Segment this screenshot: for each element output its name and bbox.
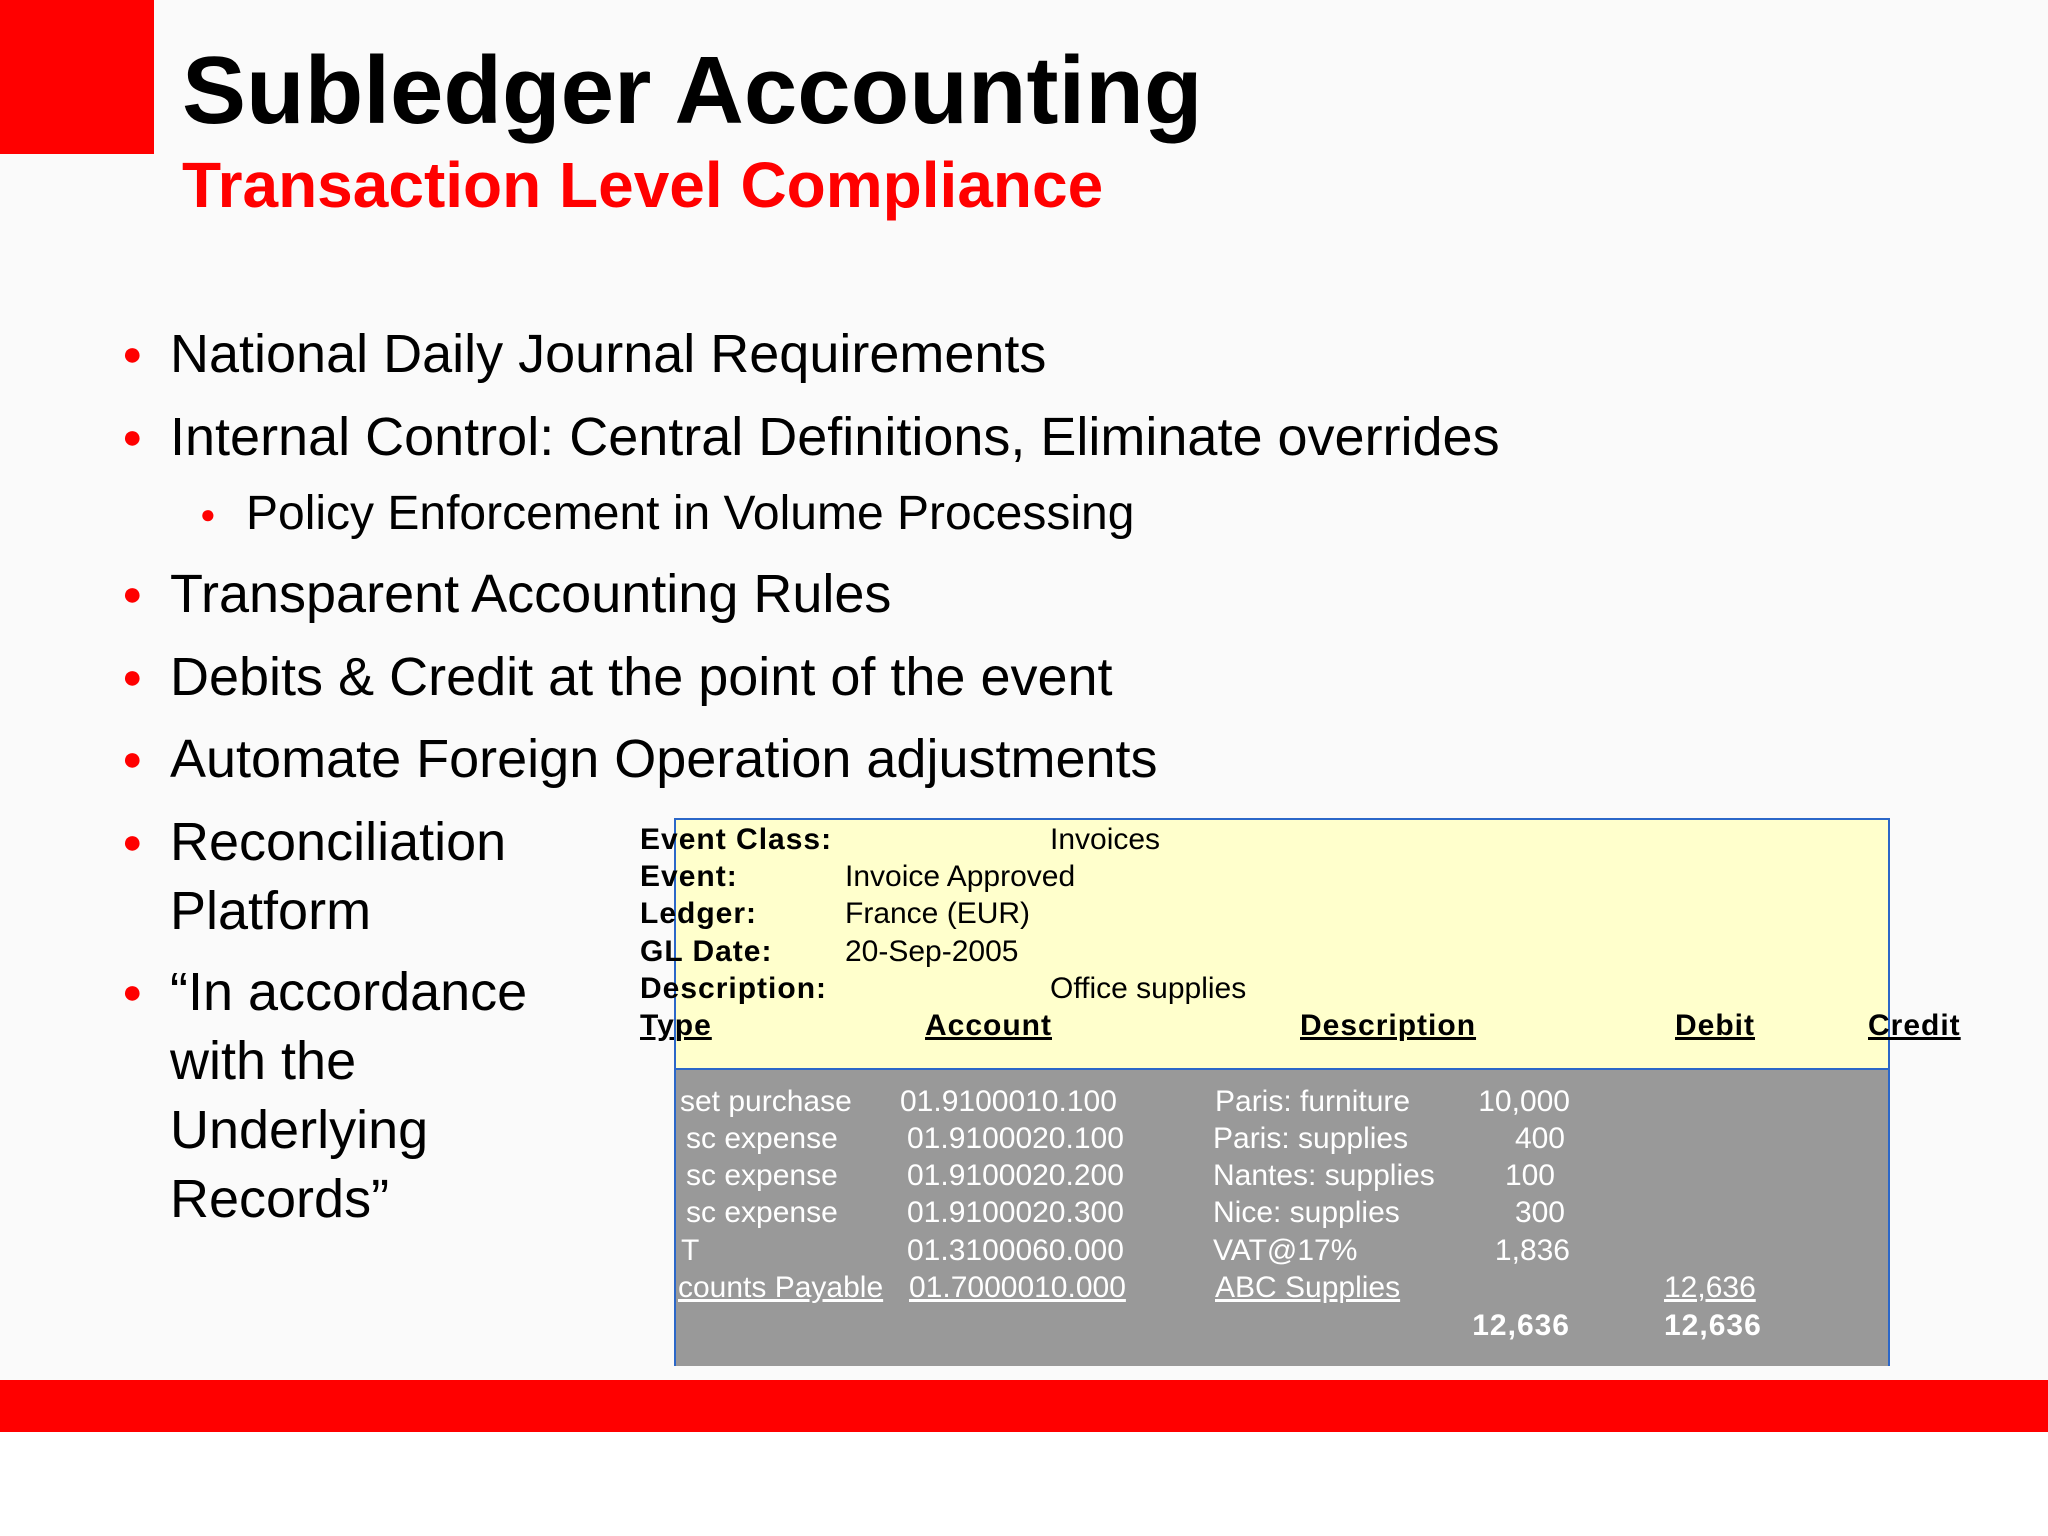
gl-date-value: 20-Sep-2005 xyxy=(845,935,1019,968)
bullet-dot-icon: ● xyxy=(122,335,143,373)
row-description: ABC Supplies xyxy=(1215,1271,1401,1304)
column-header-credit: Credit xyxy=(1868,1009,1961,1042)
row-type: counts Payable xyxy=(678,1271,884,1304)
row-description: Nice: supplies xyxy=(1213,1196,1400,1229)
bullet-dot-icon: ● xyxy=(122,418,143,456)
slide-subtitle: Transaction Level Compliance xyxy=(182,149,1104,221)
bullet-text: “In accordance with the Underlying Records” xyxy=(170,962,528,1229)
bullet-text: Policy Enforcement in Volume Processing xyxy=(246,487,1135,540)
footer-accent-bar xyxy=(0,1380,2048,1432)
bullet-item xyxy=(122,958,610,1234)
row-type: T xyxy=(681,1234,700,1267)
bullet-dot-icon: ● xyxy=(200,499,216,529)
bullet-item xyxy=(122,643,1113,712)
bullet-text: Reconciliation Platform xyxy=(170,812,507,941)
bullet-text: Transparent Accounting Rules xyxy=(170,564,892,624)
column-header-debit: Debit xyxy=(1675,1009,1755,1042)
bullet-item xyxy=(122,560,892,629)
event-value: Invoice Approved xyxy=(845,860,1076,893)
bullet-text: National Daily Journal Requirements xyxy=(170,324,1047,384)
row-account: 01.3100060.000 xyxy=(907,1234,1124,1267)
bullet-dot-icon: ● xyxy=(122,740,143,778)
row-debit: 300 xyxy=(1514,1196,1565,1229)
row-account: 01.9100020.300 xyxy=(907,1196,1124,1229)
event-class-value: Invoices xyxy=(1050,823,1161,856)
row-debit: 1,836 xyxy=(1494,1234,1570,1267)
row-debit: 10,000 xyxy=(1478,1085,1570,1118)
column-header-type: Type xyxy=(640,1009,712,1042)
bullet-text: Automate Foreign Operation adjustments xyxy=(170,729,1158,789)
bullet-dot-icon: ● xyxy=(122,973,143,1011)
row-description: Paris: furniture xyxy=(1215,1085,1411,1118)
event-class-label: Event Class: xyxy=(640,823,833,856)
bullet-item xyxy=(122,725,1158,794)
row-account: 01.9100010.100 xyxy=(900,1085,1117,1118)
ledger-label: Ledger: xyxy=(640,897,758,930)
bullet-item xyxy=(122,403,1500,472)
row-type: set purchase xyxy=(680,1085,852,1118)
row-debit: 100 xyxy=(1504,1159,1555,1192)
row-credit: 12,636 xyxy=(1664,1271,1756,1304)
gl-date-label: GL Date: xyxy=(640,935,773,968)
slide-title: Subledger Accounting xyxy=(182,37,1203,144)
bullet-text: Debits & Credit at the point of the event xyxy=(170,647,1113,707)
bullet-dot-icon: ● xyxy=(122,575,143,613)
bullet-dot-icon: ● xyxy=(122,823,143,861)
total-credit: 12,636 xyxy=(1664,1309,1762,1342)
total-debit: 12,636 xyxy=(1472,1309,1570,1342)
row-account: 01.7000010.000 xyxy=(909,1271,1126,1304)
bullet-item xyxy=(122,320,1047,389)
row-description: VAT@17% xyxy=(1213,1234,1358,1267)
column-header-description: Description xyxy=(1300,1009,1477,1042)
bullet-dot-icon: ● xyxy=(122,658,143,696)
event-label: Event: xyxy=(640,860,738,893)
row-description: Nantes: supplies xyxy=(1213,1159,1435,1192)
row-type: sc expense xyxy=(686,1159,838,1192)
description-label: Description: xyxy=(640,972,828,1005)
row-account: 01.9100020.100 xyxy=(907,1122,1124,1155)
sub-bullet-item xyxy=(200,485,1135,543)
description-value: Office supplies xyxy=(1050,972,1247,1005)
column-header-account: Account xyxy=(925,1009,1052,1042)
ledger-value: France (EUR) xyxy=(845,897,1031,930)
row-type: sc expense xyxy=(686,1196,838,1229)
row-type: sc expense xyxy=(686,1122,838,1155)
row-description: Paris: supplies xyxy=(1213,1122,1409,1155)
row-account: 01.9100020.200 xyxy=(907,1159,1124,1192)
bullet-text: Internal Control: Central Definitions, Eliminate overrides xyxy=(170,407,1500,467)
row-debit: 400 xyxy=(1514,1122,1565,1155)
bullet-item xyxy=(122,808,610,946)
